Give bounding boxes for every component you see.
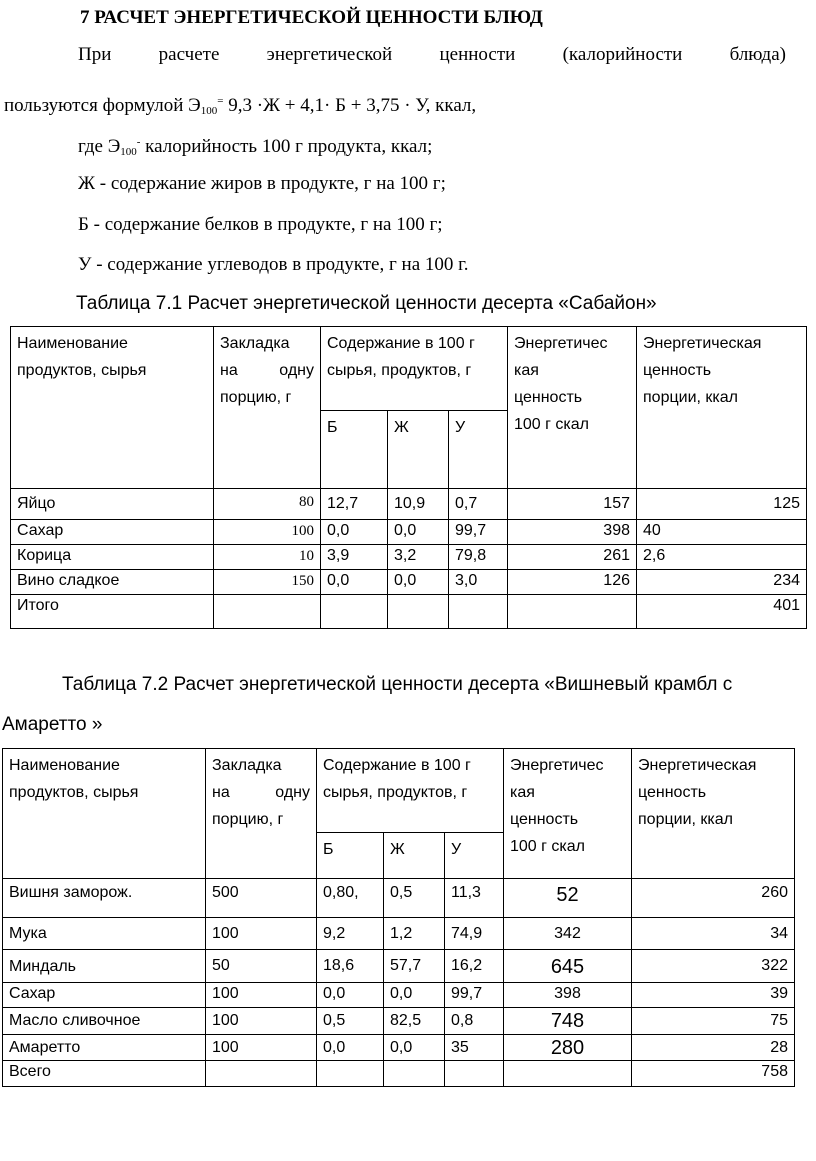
header-fat: Ж xyxy=(384,833,445,879)
header-text: порции, ккал xyxy=(638,811,733,828)
cell-fat: 1,2 xyxy=(384,918,445,950)
header-fat: Ж xyxy=(388,411,449,489)
header-text: на одну xyxy=(212,784,310,801)
header-text: Закладка xyxy=(220,335,290,352)
header-text: сырья, продуктов, г xyxy=(327,362,472,379)
empty-cell xyxy=(449,595,508,629)
protein-definition: Б - содержание белков в продукте, г на 100 г; xyxy=(78,214,443,235)
cell-name: Сахар xyxy=(11,520,214,545)
cell-energy-100g: 398 xyxy=(508,520,637,545)
formula-line xyxy=(4,89,476,123)
empty-cell xyxy=(504,1061,632,1087)
header-text: Энергетичес xyxy=(514,335,608,352)
section-heading: 7 РАСЧЕТ ЭНЕРГЕТИЧЕСКОЙ ЦЕННОСТИ БЛЮД xyxy=(80,7,543,28)
cell-carbs: 16,2 xyxy=(445,950,504,983)
header-energy-portion xyxy=(632,749,795,879)
intro-word: При xyxy=(78,44,112,65)
cell-energy-100g: 342 xyxy=(504,918,632,950)
cell-portion: 500 xyxy=(206,879,317,918)
header-content xyxy=(321,327,508,411)
header-portion xyxy=(214,327,321,489)
cell-carbs: 11,3 xyxy=(445,879,504,918)
cell-protein: 18,6 xyxy=(317,950,384,983)
cell-fat: 0,5 xyxy=(384,879,445,918)
empty-cell xyxy=(388,595,449,629)
table-row xyxy=(11,570,807,595)
table1-header-row xyxy=(11,327,807,411)
header-text: Энергетичес xyxy=(510,757,604,774)
total-row xyxy=(3,1061,795,1087)
cell-energy-100g: 280 xyxy=(504,1035,632,1061)
cell-carbs: 99,7 xyxy=(449,520,508,545)
cell-energy-portion: 39 xyxy=(632,983,795,1008)
empty-cell xyxy=(214,595,321,629)
formula-subscript: 100 xyxy=(200,105,218,117)
header-text: Наименование xyxy=(9,757,120,774)
header-text: порции, ккал xyxy=(643,389,738,406)
header-protein: Б xyxy=(321,411,388,489)
empty-cell xyxy=(206,1061,317,1087)
cell-energy-portion: 234 xyxy=(637,570,807,595)
where-line xyxy=(78,130,432,164)
cell-protein: 0,0 xyxy=(317,983,384,1008)
header-text: ценность xyxy=(638,784,707,801)
cell-name: Яйцо xyxy=(11,489,214,520)
header-content xyxy=(317,749,504,833)
total-label: Итого xyxy=(11,595,214,629)
header-text: 100 г скал xyxy=(514,416,590,433)
formula-rest: 9,3 ·Ж + 4,1· Б + 3,75 · У, ккал, xyxy=(223,95,477,116)
table2-caption: Таблица 7.2 Расчет энергетической ценности десерта «Вишневый крамбл с xyxy=(62,674,733,695)
cell-carbs: 0,8 xyxy=(445,1008,504,1035)
header-text: на одну xyxy=(220,362,314,379)
cell-protein: 0,5 xyxy=(317,1008,384,1035)
cell-energy-100g: 157 xyxy=(508,489,637,520)
cell-energy-portion: 40 xyxy=(637,520,807,545)
where-superscript: - xyxy=(136,136,141,148)
cell-energy-portion: 322 xyxy=(632,950,795,983)
total-label: Всего xyxy=(3,1061,206,1087)
where-rest: калорийность 100 г продукта, ккал; xyxy=(140,136,433,157)
cell-energy-100g: 748 xyxy=(504,1008,632,1035)
table-row xyxy=(3,983,795,1008)
table1 xyxy=(10,326,807,629)
table-row xyxy=(11,489,807,520)
cell-fat: 0,0 xyxy=(388,570,449,595)
cell-carbs: 99,7 xyxy=(445,983,504,1008)
cell-name: Сахар xyxy=(3,983,206,1008)
header-text: ценность xyxy=(510,811,579,828)
cell-carbs: 3,0 xyxy=(449,570,508,595)
cell-energy-100g: 52 xyxy=(504,879,632,918)
cell-energy-100g: 126 xyxy=(508,570,637,595)
cell-portion: 150 xyxy=(214,570,321,595)
cell-energy-portion: 75 xyxy=(632,1008,795,1035)
cell-fat: 82,5 xyxy=(384,1008,445,1035)
header-text: Энергетическая xyxy=(638,757,757,774)
cell-carbs: 79,8 xyxy=(449,545,508,570)
cell-energy-portion: 260 xyxy=(632,879,795,918)
cell-protein: 9,2 xyxy=(317,918,384,950)
table2-header-row xyxy=(3,749,795,833)
header-text: кая xyxy=(510,784,535,801)
cell-energy-portion: 2,6 xyxy=(637,545,807,570)
cell-protein: 0,0 xyxy=(321,570,388,595)
empty-cell xyxy=(445,1061,504,1087)
cell-fat: 0,0 xyxy=(384,983,445,1008)
header-carbs: У xyxy=(449,411,508,489)
intro-word: (калорийности xyxy=(562,44,683,65)
cell-portion: 100 xyxy=(214,520,321,545)
header-text: ценность xyxy=(643,362,712,379)
cell-protein: 3,9 xyxy=(321,545,388,570)
header-product-name xyxy=(3,749,206,879)
formula-superscript: = xyxy=(217,95,224,107)
intro-word: блюда) xyxy=(729,44,786,65)
cell-name: Мука xyxy=(3,918,206,950)
cell-fat: 0,0 xyxy=(388,520,449,545)
table-row xyxy=(11,520,807,545)
table-row xyxy=(3,1008,795,1035)
table-row xyxy=(3,950,795,983)
header-text: 100 г скал xyxy=(510,838,586,855)
header-text: сырья, продуктов, г xyxy=(323,784,468,801)
cell-name: Вишня заморож. xyxy=(3,879,206,918)
header-energy-portion xyxy=(637,327,807,489)
header-portion xyxy=(206,749,317,879)
empty-cell xyxy=(321,595,388,629)
cell-fat: 57,7 xyxy=(384,950,445,983)
cell-name: Корица xyxy=(11,545,214,570)
cell-name: Миндаль xyxy=(3,950,206,983)
header-text: Содержание в 100 г xyxy=(323,757,471,774)
cell-portion: 80 xyxy=(214,489,321,520)
header-text: продуктов, сырья xyxy=(17,362,147,379)
cell-portion: 100 xyxy=(206,983,317,1008)
cell-portion: 100 xyxy=(206,918,317,950)
cell-name: Масло сливочное xyxy=(3,1008,206,1035)
cell-energy-100g: 398 xyxy=(504,983,632,1008)
where-subscript: 100 xyxy=(120,146,137,158)
table1-caption: Таблица 7.1 Расчет энергетической ценности десерта «Сабайон» xyxy=(76,293,657,314)
header-protein: Б xyxy=(317,833,384,879)
empty-cell xyxy=(317,1061,384,1087)
header-text: Энергетическая xyxy=(643,335,762,352)
empty-cell xyxy=(384,1061,445,1087)
header-text: Наименование xyxy=(17,335,128,352)
cell-portion: 100 xyxy=(206,1035,317,1061)
header-text: ценность xyxy=(514,389,583,406)
cell-fat: 0,0 xyxy=(384,1035,445,1061)
header-carbs: У xyxy=(445,833,504,879)
header-energy-100g xyxy=(508,327,637,489)
header-energy-100g xyxy=(504,749,632,879)
cell-energy-100g: 645 xyxy=(504,950,632,983)
table-row xyxy=(11,545,807,570)
cell-energy-100g: 261 xyxy=(508,545,637,570)
cell-energy-portion: 28 xyxy=(632,1035,795,1061)
where-start: где Э xyxy=(78,136,121,157)
total-value: 401 xyxy=(637,595,807,629)
cell-energy-portion: 125 xyxy=(637,489,807,520)
intro-line-1 xyxy=(78,43,786,67)
cell-fat: 10,9 xyxy=(388,489,449,520)
fat-definition: Ж - содержание жиров в продукте, г на 100 г; xyxy=(78,173,446,194)
cell-protein: 0,0 xyxy=(317,1035,384,1061)
cell-carbs: 0,7 xyxy=(449,489,508,520)
cell-protein: 0,0 xyxy=(321,520,388,545)
header-text: Содержание в 100 г xyxy=(327,335,475,352)
cell-portion: 50 xyxy=(206,950,317,983)
header-text: порцию, г xyxy=(220,389,292,406)
table2-caption-continued: Амаретто » xyxy=(2,714,103,735)
header-text: Закладка xyxy=(212,757,282,774)
intro-word: ценности xyxy=(439,44,516,65)
table-row xyxy=(3,918,795,950)
cell-protein: 12,7 xyxy=(321,489,388,520)
table-row xyxy=(3,879,795,918)
table-row xyxy=(3,1035,795,1061)
header-text: порцию, г xyxy=(212,811,284,828)
cell-energy-portion: 34 xyxy=(632,918,795,950)
total-row xyxy=(11,595,807,629)
total-value: 758 xyxy=(632,1061,795,1087)
cell-name: Амаретто xyxy=(3,1035,206,1061)
header-text: кая xyxy=(514,362,539,379)
cell-name: Вино сладкое xyxy=(11,570,214,595)
cell-protein: 0,80, xyxy=(317,879,384,918)
formula-start: пользуются формулой Э xyxy=(4,95,201,116)
carbs-definition: У - содержание углеводов в продукте, г на 100 г. xyxy=(78,254,469,275)
header-product-name xyxy=(11,327,214,489)
intro-word: энергетической xyxy=(266,44,393,65)
empty-cell xyxy=(508,595,637,629)
cell-portion: 10 xyxy=(214,545,321,570)
table2 xyxy=(2,748,795,1087)
cell-fat: 3,2 xyxy=(388,545,449,570)
intro-word: расчете xyxy=(158,44,220,65)
cell-carbs: 35 xyxy=(445,1035,504,1061)
cell-portion: 100 xyxy=(206,1008,317,1035)
header-text: продуктов, сырья xyxy=(9,784,139,801)
cell-carbs: 74,9 xyxy=(445,918,504,950)
